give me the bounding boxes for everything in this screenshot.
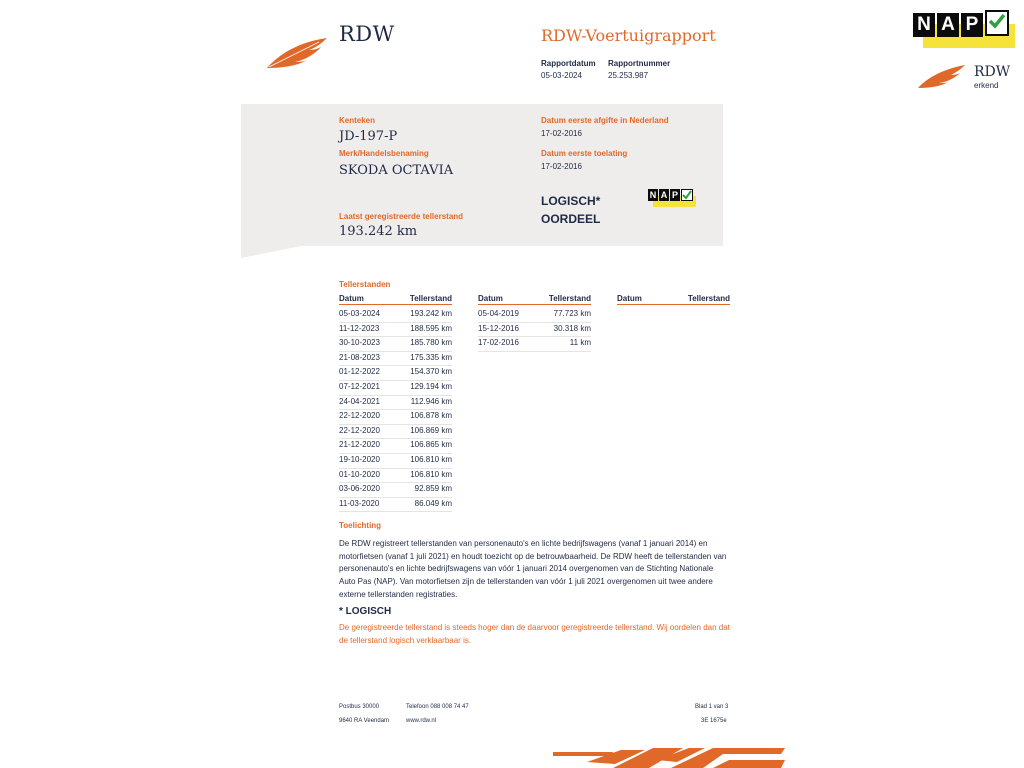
- odometer-row: [339, 468, 452, 484]
- odometer-row: [339, 424, 452, 440]
- report-number-label: Rapportnummer: [608, 59, 671, 68]
- odometer-row-date: 19-10-2020: [339, 455, 380, 464]
- logisch-title: * LOGISCH: [339, 606, 392, 617]
- odometer-row: [339, 438, 452, 454]
- vehicle-info-panel: [241, 104, 723, 246]
- make-value: SKODA OCTAVIA: [339, 163, 454, 178]
- odometer-row-date: 11-12-2023: [339, 323, 380, 333]
- explanation-body: De RDW registreert tellerstanden van personenauto's en lichte bedrijfswagens (vanaf 1 januari 2014) en motorfietsen (vanaf 1 juli 2021) en houdt toezicht op de betrouwbaarheid. De RDW heeft de tellerstanden van personenauto's en lichte bedrijfswagens van vóór 1 januari 2014 overgenomen van de Stichting Nationale Auto Pas (NAP). Van motorfietsen zijn de tellerstanden van vóór 1 juli 2021 overgenomen uit twee andere externe tellerstanden registraties.: [339, 539, 727, 599]
- verdict-line-1: LOGISCH*: [541, 194, 601, 208]
- col-date-header: Datum: [617, 294, 642, 303]
- odometer-row-value: 11 km: [569, 338, 591, 348]
- odometer-row-date: 07-12-2021: [339, 382, 380, 391]
- verdict: [541, 192, 600, 228]
- first-admission-value: 17-02-2016: [541, 162, 582, 171]
- decorative-stripes: [553, 746, 785, 768]
- nap-logo: [913, 10, 1015, 48]
- odometer-row: [339, 322, 452, 338]
- odometer-row-date: 22-12-2020: [339, 411, 380, 421]
- footer-page: Blad 1 van 3: [695, 704, 729, 710]
- odometer-label: Laatst geregistreerde tellerstand: [339, 212, 464, 221]
- plate-value: JD-197-P: [339, 129, 398, 144]
- odometer-row-value: 193.242 km: [410, 309, 452, 318]
- odometer-row: [339, 380, 452, 396]
- odometer-row-value: 154.370 km: [410, 367, 452, 377]
- odometer-row-value: 185.780 km: [410, 338, 452, 348]
- col-value-header: Tellerstand: [687, 294, 730, 303]
- odometer-row-date: 05-03-2024: [339, 309, 380, 318]
- report-number: 25.253.987: [608, 71, 649, 80]
- odometer-row: [339, 453, 452, 469]
- col-date-header: Datum: [339, 294, 364, 303]
- odometer-row: [339, 395, 452, 411]
- odometer-col3-header: [617, 292, 730, 305]
- rdw-feather-logo: [265, 34, 331, 70]
- odometer-row-date: 22-12-2020: [339, 425, 380, 435]
- odometer-row-date: 01-12-2022: [339, 367, 380, 377]
- odometer-row-date: 17-02-2016: [478, 338, 519, 348]
- check-icon: [985, 10, 1009, 36]
- odometer-row-date: 05-04-2019: [478, 309, 519, 318]
- odometer-row-value: 30.318 km: [553, 323, 591, 333]
- report-date: 05-03-2024: [541, 71, 582, 80]
- odometer-row-value: 175.335 km: [410, 352, 452, 362]
- first-admission-label: Datum eerste toelating: [541, 149, 628, 158]
- first-nl-label: Datum eerste afgifte in Nederland: [541, 116, 669, 125]
- rdw-wordmark: RDW: [339, 22, 395, 46]
- odometer-row: [339, 307, 452, 323]
- make-label: Merk/Handelsbenaming: [339, 149, 429, 158]
- odometer-row-value: 112.946 km: [410, 396, 452, 406]
- col-date-header: Datum: [478, 294, 503, 303]
- logisch-body: De geregistreerde tellerstand is steeds hoger dan de daarvoor geregistreerde tellerstand. Wij oordelen dan dat de tellerstand logisch verklaarbaar is.: [339, 623, 730, 645]
- odometer-row-date: 21-12-2020: [339, 440, 380, 450]
- odometer-row: [339, 497, 452, 513]
- odometer-row: [339, 365, 452, 381]
- rdw-erkend-sub: erkend: [974, 81, 999, 90]
- odometer-row-date: 11-03-2020: [339, 498, 380, 508]
- col-value-header: Tellerstand: [409, 294, 452, 303]
- nap-small-a: A: [660, 190, 668, 200]
- odometer-row: [478, 307, 591, 323]
- odometer-row-date: 21-08-2023: [339, 352, 380, 362]
- odometer-row-value: 92.859 km: [414, 484, 452, 494]
- footer-city: 9640 RA Veendam: [339, 718, 390, 724]
- footer-code: 3E 1675e: [701, 718, 727, 724]
- odometer-row-value: 86.049 km: [414, 498, 452, 508]
- col-value-header: Tellerstand: [548, 294, 591, 303]
- odometer-row-date: 15-12-2016: [478, 323, 519, 333]
- rdw-erkend-brand: RDW: [974, 64, 1011, 80]
- odometer-col2-header: [478, 292, 591, 305]
- nap-small-n: N: [649, 190, 657, 200]
- nap-badge-small: [648, 189, 696, 209]
- odometer-row-value: 106.865 km: [410, 440, 452, 450]
- first-nl-value: 17-02-2016: [541, 129, 582, 138]
- odometer-section-title: Tellerstanden: [339, 280, 391, 289]
- footer-phone: Telefoon 088 008 74 47: [406, 704, 469, 710]
- plate-label: Kenteken: [339, 116, 376, 125]
- nap-letter-n: N: [913, 13, 935, 37]
- odometer-row-value: 106.810 km: [410, 455, 452, 464]
- odometer-row-value: 77.723 km: [553, 309, 591, 318]
- odometer-row-value: 129.194 km: [410, 382, 452, 391]
- odometer-row: [339, 482, 452, 498]
- report-date-label: Rapportdatum: [541, 59, 596, 68]
- odometer-row-date: 03-06-2020: [339, 484, 380, 494]
- odometer-row-value: 106.878 km: [410, 411, 452, 421]
- odometer-row-date: 30-10-2023: [339, 338, 380, 348]
- report-title: RDW-Voertuigrapport: [541, 26, 716, 45]
- nap-small-p: P: [671, 190, 678, 200]
- footer-website[interactable]: www.rdw.nl: [406, 718, 437, 724]
- panel-notch: [241, 246, 301, 258]
- odometer-row-value: 106.810 km: [410, 469, 452, 479]
- odometer-row: [478, 322, 591, 338]
- odometer-row-date: 24-04-2021: [339, 396, 380, 406]
- odometer-row: [339, 409, 452, 425]
- odometer-row: [339, 351, 452, 367]
- odometer-row-value: 106.869 km: [410, 425, 452, 435]
- nap-letter-p: P: [961, 13, 983, 37]
- footer-po-box: Postbus 30000: [339, 704, 380, 710]
- odometer-row-date: 01-10-2020: [339, 469, 380, 479]
- explanation-title: Toelichting: [339, 521, 382, 530]
- nap-letter-a: A: [937, 13, 959, 37]
- rdw-erkend-feather-logo: [917, 63, 967, 89]
- check-icon: [681, 189, 693, 201]
- odometer-row: [339, 336, 452, 352]
- odometer-row-value: 188.595 km: [410, 323, 452, 333]
- verdict-line-2: OORDEEL: [541, 212, 601, 226]
- odometer-value: 193.242 km: [339, 224, 418, 239]
- odometer-col1-header: [339, 292, 452, 305]
- odometer-row: [478, 336, 591, 352]
